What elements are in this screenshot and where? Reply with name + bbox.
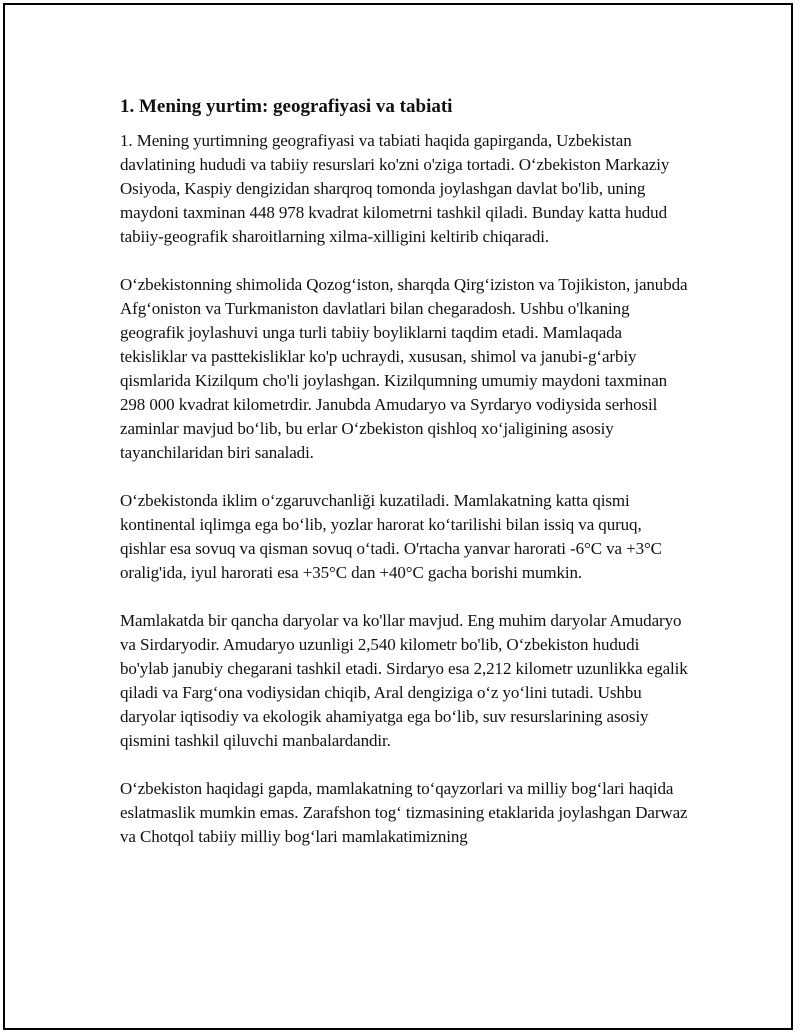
paragraph-1: 1. Mening yurtimning geografiyasi va tabiati haqida gapirganda, Uzbekistan davlatining hududi va tabiiy resurslari ko'zni o'ziga tortadi. O‘zbekiston Markaziy Osiyoda, Kaspiy dengizidan sharqroq tomonda joylashgan davlat bo'lib, uning maydoni taxminan 448 978 kvadrat kilometrni tashkil qiladi. Bunday katta hudud tabiiy-geografik sharoitlarning xilma-xilligini keltirib chiqaradi. [120, 131, 670, 246]
paragraph-4: Mamlakatda bir qancha daryolar va ko'llar mavjud. Eng muhim daryolar Amudaryo va Sirdaryodir. Amudaryo uzunligi 2,540 kilometr bo'lib, O‘zbekiston hududi bo'ylab janubiy chegarani tashkil etadi. Sirdaryo esa 2,212 kilometr uzunlikka egalik qiladi va Farg‘ona vodiysidan chiqib, Aral dengiziga o‘z yo‘lini tutadi. Ushbu daryolar iqtisodiy va ekologik ahamiyatga ega bo‘lib, suv resurslarining asosiy qismini tashkil qiluvchi manbalardandir. [120, 611, 688, 750]
paragraph-5: O‘zbekiston haqidagi gapda, mamlakatning to‘qayzorlari va milliy bog‘lari haqida eslatmaslik mumkin emas. Zarafshon tog‘ tizmasining etaklarida joylashgan Darwaz va Chotqol tabiiy milliy bog‘lari mamlakatimizning [120, 779, 688, 846]
document-body [120, 95, 690, 873]
document-page [3, 3, 793, 1030]
paragraph-2: O‘zbekistonning shimolida Qozog‘iston, sharqda Qirg‘iziston va Tojikiston, janubda Afg‘oniston va Turkmaniston davlatlari bilan chegaradosh. Ushbu o'lkaning geografik joylashuvi unga turli tabiiy boyliklarni taqdim etadi. Mamlaqada tekisliklar va pasttekisliklar ko'p uchraydi, xususan, shimol va janubi-g‘arbiy qismlarida Kizilqum cho'li joylashgan. Kizilqumning umumiy maydoni taxminan 298 000 kvadrat kilometrdir. Janubda Amudaryo va Syrdaryo vodiysida serhosil zaminlar mavjud bo‘lib, bu erlar O‘zbekiston qishloq xo‘jaligining asosiy tayanchilaridan biri sanaladi. [120, 275, 688, 462]
paragraph-3: O‘zbekistonda iklim o‘zgaruvchanliği kuzatiladi. Mamlakatning katta qismi kontinental iqlimga ega bo‘lib, yozlar harorat ko‘tarilishi bilan issiq va quruq, qishlar esa sovuq va qisman sovuq o‘tadi. O'rtacha yanvar harorati -6°C va +3°C oralig'ida, iyul harorati esa +35°C dan +40°C gacha borishi mumkin. [120, 491, 662, 582]
document-title: 1. Mening yurtim: geografiyasi va tabiati [120, 96, 453, 117]
